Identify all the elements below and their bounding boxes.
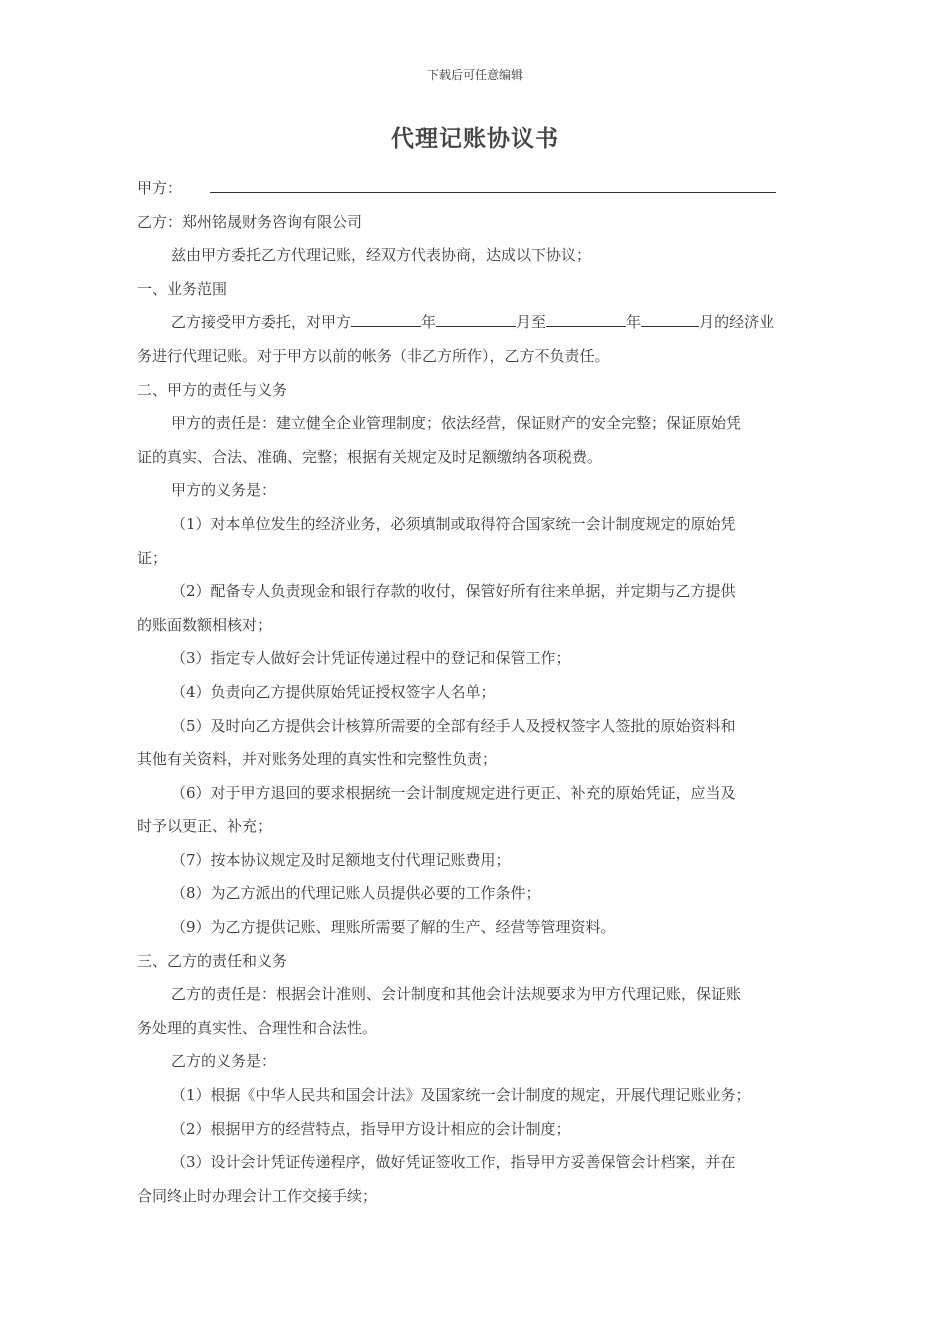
section-2-heading: 二、甲方的责任与义务 <box>137 380 288 399</box>
party-a-duty-item-1: （1）对本单位发生的经济业务，必须填制或取得符合国家统一会计制度规定的原始凭 <box>171 514 736 533</box>
start-year-blank <box>351 308 421 327</box>
party-b-responsibility-line-1: 乙方的责任是：根据会计准则、会计制度和其他会计法规要求为甲方代理记账，保证账 <box>171 985 742 1004</box>
section-1-heading: 一、业务范围 <box>137 279 228 298</box>
document-body <box>137 172 809 1213</box>
page-header: 下载后可任意编辑 <box>426 68 523 82</box>
party-a-duty-item-5-cont: 其他有关资料，并对账务处理的真实性和完整性负责； <box>137 750 498 769</box>
party-b-line: 乙方：郑州铭晟财务咨询有限公司 <box>137 212 363 231</box>
party-a-duty-item-7: （7）按本协议规定及时足额地支付代理记账费用； <box>171 850 511 869</box>
party-b-duty-item-3-cont: 合同终止时办理会计工作交接手续； <box>137 1186 378 1205</box>
party-a-responsibility-line-1: 甲方的责任是：建立健全企业管理制度；依法经营，保证财产的安全完整；保证原始凭 <box>171 414 742 433</box>
party-b-responsibility-line-2: 务处理的真实性、合理性和合法性。 <box>137 1018 378 1037</box>
section-1-para-line-1: 乙方接受甲方委托，对甲方 年 月至 年 月的经济业 <box>137 306 809 340</box>
party-a-duty-item-4: （4）负责向乙方提供原始凭证授权签字人名单； <box>171 682 496 701</box>
party-a-duty-item-3: （3）指定专人做好会计凭证传递过程中的登记和保管工作； <box>171 649 571 668</box>
party-a-duty-item-1-cont: 证； <box>137 548 168 567</box>
party-a-blank <box>210 174 776 193</box>
end-year-blank <box>546 308 626 327</box>
party-a-duty-label: 甲方的义务是： <box>171 481 277 500</box>
party-a-duty-item-6-cont: 时予以更正、补充； <box>137 817 273 836</box>
party-a-duty-item-8: （8）为乙方派出的代理记账人员提供必要的工作条件； <box>171 884 541 903</box>
party-a-line <box>137 172 809 206</box>
party-a-duty-item-2: （2）配备专人负责现金和银行存款的收付，保管好所有往来单据，并定期与乙方提供 <box>171 582 736 601</box>
party-a-duty-item-5: （5）及时向乙方提供会计核算所需要的全部有经手人及授权签字人签批的原始资料和 <box>171 716 736 735</box>
party-a-duty-item-6: （6）对于甲方退回的要求根据统一会计制度规定进行更正、补充的原始凭证，应当及 <box>171 783 736 802</box>
party-a-duty-item-2-cont: 的账面数额相核对； <box>137 615 273 634</box>
section-3-heading: 三、乙方的责任和义务 <box>137 951 288 970</box>
party-b-duty-label: 乙方的义务是： <box>171 1052 277 1071</box>
intro-paragraph: 兹由甲方委托乙方代理记账，经双方代表协商，达成以下协议； <box>171 246 592 265</box>
section-1-para-line-2: 务进行代理记账。对于甲方以前的帐务（非乙方所作），乙方不负责任。 <box>137 346 610 365</box>
start-month-blank <box>436 308 516 327</box>
party-a-responsibility-line-2: 证的真实、合法、准确、完整；根据有关规定及时足额缴纳各项税费。 <box>137 447 603 466</box>
party-b-duty-item-1: （1）根据《中华人民共和国会计法》及国家统一会计制度的规定，开展代理记账业务； <box>171 1086 751 1105</box>
party-a-duty-item-9: （9）为乙方提供记账、理账所需要了解的生产、经营等管理资料。 <box>171 918 616 937</box>
party-b-duty-item-3: （3）设计会计凭证传递程序，做好凭证签收工作，指导甲方妥善保管会计档案，并在 <box>171 1153 736 1172</box>
party-a-label: 甲方： <box>137 179 183 197</box>
party-b-duty-item-2: （2）根据甲方的经营特点，指导甲方设计相应的会计制度； <box>171 1119 571 1138</box>
end-month-blank <box>641 308 699 327</box>
document-title: 代理记账协议书 <box>391 125 559 152</box>
